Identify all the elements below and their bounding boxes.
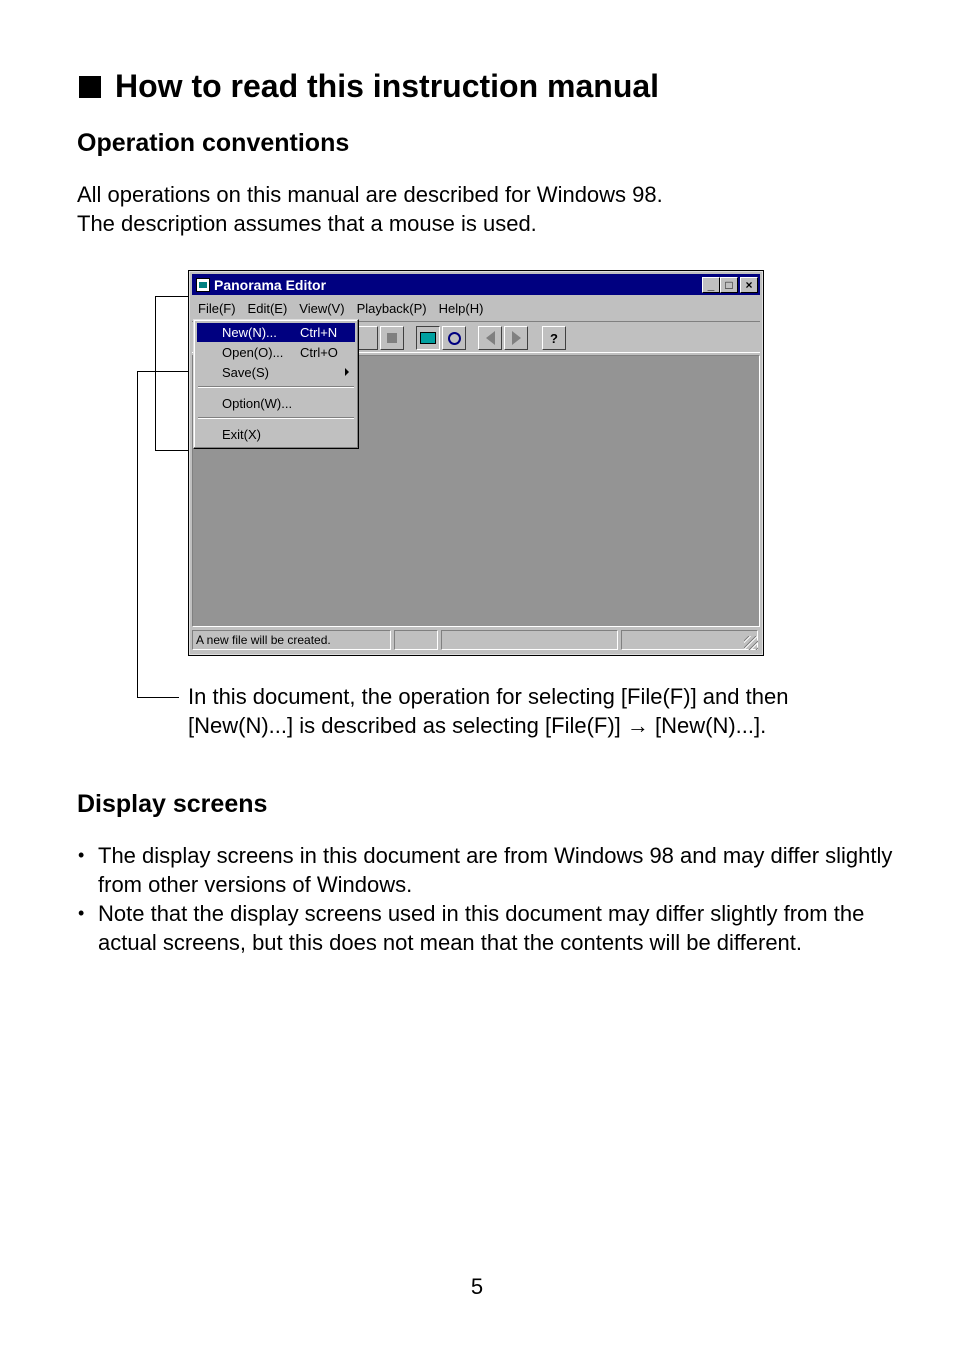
menu-separator	[198, 417, 354, 419]
conventions-line-1: All operations on this manual are described for Windows 98.	[77, 182, 663, 207]
maximize-button[interactable]: □	[720, 277, 738, 293]
magnifier-icon[interactable]	[442, 326, 466, 350]
app-window-screenshot	[188, 270, 764, 656]
menu-view[interactable]: View(V)	[299, 300, 345, 316]
menu-separator	[198, 386, 354, 388]
bracket-item-bottom	[137, 697, 179, 698]
status-bar	[192, 630, 760, 652]
status-pane-4	[621, 630, 758, 650]
status-text: A new file will be created.	[192, 630, 391, 650]
menu-item-exit[interactable]: Exit(X)	[222, 427, 261, 442]
resize-grip-icon[interactable]	[744, 636, 758, 650]
menu-item-open[interactable]: Open(O)... Ctrl+O	[222, 345, 338, 360]
page-heading-text: How to read this instruction manual	[115, 68, 660, 104]
menu-edit[interactable]: Edit(E)	[247, 300, 288, 316]
help-icon[interactable]: ?	[542, 326, 566, 350]
window-titlebar	[192, 274, 760, 295]
menu-help[interactable]: Help(H)	[438, 300, 484, 316]
menu-playback[interactable]: Playback(P)	[356, 300, 427, 316]
status-pane-3	[441, 630, 618, 650]
close-button[interactable]: ×	[740, 277, 758, 293]
menu-item-new[interactable]: New(N)... Ctrl+N	[197, 323, 355, 342]
section-title-display-screens: Display screens	[77, 790, 268, 818]
page-heading	[77, 68, 659, 105]
conventions-line-2: The description assumes that a mouse is used.	[77, 211, 537, 236]
status-pane-2	[394, 630, 438, 650]
bracket-item-top	[137, 371, 190, 372]
minimize-button[interactable]: _	[702, 277, 720, 293]
caption-line-1: In this document, the operation for selecting [File(F)] and then	[188, 684, 789, 709]
list-item: • The display screens in this document are from Windows 98 and may differ slightly from other versions of Windows.	[77, 841, 897, 899]
next-arrow-icon[interactable]	[504, 326, 528, 350]
menu-bar	[192, 297, 760, 319]
app-icon	[196, 278, 210, 292]
bracket-menu-side	[155, 296, 156, 451]
previous-arrow-icon[interactable]	[478, 326, 502, 350]
panorama-view-icon[interactable]	[416, 326, 440, 350]
menu-item-option[interactable]: Option(W)...	[222, 396, 293, 411]
display-screens-list	[77, 841, 897, 957]
menu-file[interactable]: File(F)	[198, 300, 236, 316]
menu-item-save[interactable]: Save(S)	[197, 363, 355, 382]
submenu-arrow-icon	[345, 368, 349, 376]
stop-icon[interactable]	[380, 326, 404, 350]
page-number: 5	[470, 1274, 484, 1299]
bracket-menu-bottom	[155, 450, 190, 451]
window-title: Panorama Editor	[214, 276, 327, 293]
square-bullet-icon	[79, 76, 101, 98]
list-item: • Note that the display screens used in this document may differ slightly from the actual screens, but this does not mean that the contents will be different.	[77, 899, 897, 957]
bracket-item-side	[137, 371, 138, 698]
bracket-menu-top	[155, 296, 190, 297]
file-menu-dropdown	[193, 319, 359, 449]
section-title-operation-conventions: Operation conventions	[77, 129, 350, 157]
caption-line-2: [New(N)...] is described as selecting [File(F)] → [New(N)...].	[188, 713, 767, 738]
